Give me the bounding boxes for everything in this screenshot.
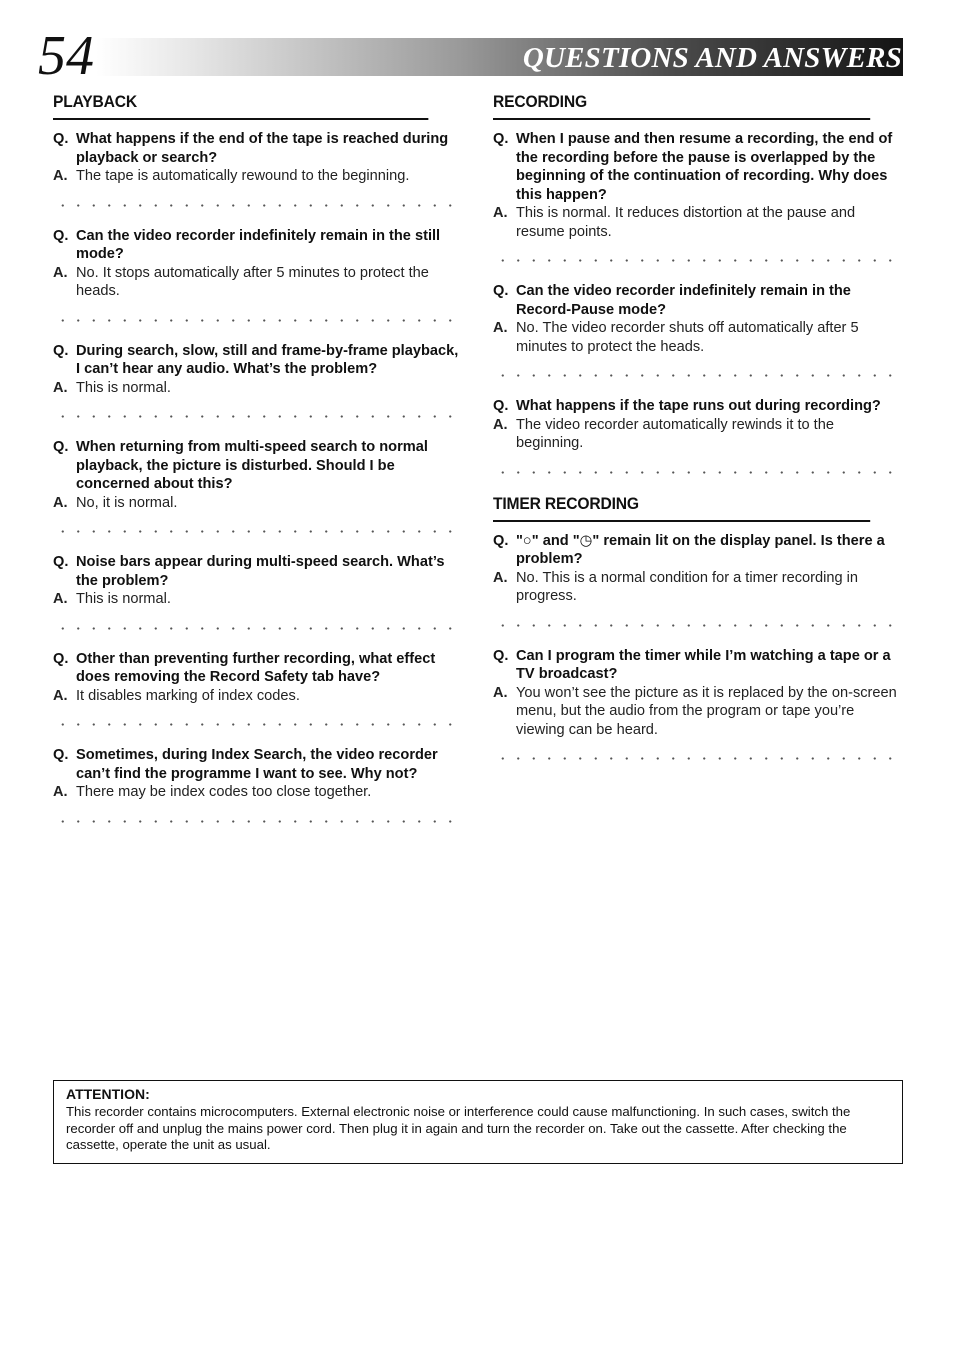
question-text: "○" and "◷" remain lit on the display panel. Is there a problem? [516,532,885,567]
answer [53,783,461,802]
answer [53,167,461,186]
attention-title: ATTENTION: [66,1086,150,1102]
answer-text: The tape is automatically rewound to the beginning. [76,168,410,184]
answer-text: No. It stops automatically after 5 minutes to protect the heads. [76,264,429,299]
dotted-separator [55,204,461,207]
q-prefix: Q. [493,532,509,549]
a-prefix: A. [53,379,68,396]
a-prefix: A. [53,494,68,511]
qa-item [53,227,461,301]
qa-item [493,397,903,453]
a-prefix: A. [493,416,508,433]
question-text: What happens if the tape runs out during recording? [516,398,881,414]
question-text: During search, slow, still and frame-by-frame playback, I can’t hear any audio. What’s the problem? [76,342,459,377]
question [493,647,903,684]
answer-text: No. The video recorder shuts off automatically after 5 minutes to protect the heads. [516,320,859,355]
question-text: What happens if the end of the tape is reached during playback or search? [76,131,449,166]
answer [53,494,461,513]
question [53,130,461,167]
answer-text: This is normal. It reduces distortion at the pause and resume points. [516,205,856,240]
question [493,282,903,319]
attention-text: This recorder contains microcomputers. External electronic noise or interference could cause malfunctioning. In such cases, switch the recorder off and unplug the mains power cord. Then plug it in again and turn the recorder on. Take out the cassette. After checking the cassette, operate the unit as usual. [66,1104,851,1153]
playback-heading: PLAYBACK [53,92,428,120]
question [493,397,903,416]
a-prefix: A. [493,205,508,221]
question-text: When I pause and then resume a recording, the end of the recording before the pause is overlapped by the beginning of the continuation of recording. Why does this happen? [516,131,893,203]
recording-heading: RECORDING [493,92,870,120]
attention-box [53,1080,903,1164]
question [493,532,903,569]
dotted-separator [495,259,903,262]
question-text: When returning from multi-speed search to normal playback, the picture is disturbed. Should I be concerned about this? [76,439,428,492]
question-text: Can I program the timer while I’m watching a tape or a TV broadcast? [516,647,891,682]
answer [493,319,903,356]
q-prefix: Q. [53,747,69,763]
question [53,553,461,590]
answer-text: You won’t see the picture as it is replaced by the on-screen menu, but the audio from the program or tape you’re viewing can be heard. [516,684,897,738]
question [53,438,461,494]
answer [53,264,461,301]
answer-text: This is normal. [76,591,171,607]
dotted-separator [495,374,903,377]
page-number: 54 [38,25,94,87]
answer [53,590,461,609]
a-prefix: A. [53,591,68,607]
q-prefix: Q. [53,131,69,147]
qa-item [53,553,461,609]
answer-text: This is normal. [76,379,171,396]
answer-text: No. This is a normal condition for a timer recording in progress. [516,569,859,604]
dotted-separator [55,627,461,630]
a-prefix: A. [53,784,68,800]
dotted-separator [495,471,903,474]
qa-item [53,746,461,802]
a-prefix: A. [53,687,68,704]
q-prefix: Q. [53,650,69,667]
q-prefix: Q. [53,227,69,244]
q-prefix: Q. [493,131,509,147]
dotted-separator [55,530,461,533]
question [53,746,461,783]
qa-item [493,647,903,740]
qa-item [53,130,461,186]
answer [493,204,903,241]
playback-column [53,92,461,843]
a-prefix: A. [53,168,68,184]
answer-text: The video recorder automatically rewinds it to the beginning. [516,416,834,451]
dotted-separator [55,820,461,823]
a-prefix: A. [493,320,508,336]
question [53,650,461,687]
question-text: Sometimes, during Index Search, the video recorder can’t find the programme I want to see. Why not? [76,747,438,782]
recording-column [493,92,903,780]
question [53,227,461,264]
answer-text: It disables marking of index codes. [76,687,300,704]
answer [53,379,461,398]
qa-item [493,130,903,241]
timer-recording-heading: TIMER RECORDING [493,494,870,522]
a-prefix: A. [493,569,508,586]
dotted-separator [55,723,461,726]
question [493,130,903,204]
question-text: Other than preventing further recording, what effect does removing the Record Safety tab have? [76,650,436,685]
qa-item [53,438,461,512]
question-text: Noise bars appear during multi-speed search. What’s the problem? [76,554,445,589]
qa-item [53,650,461,706]
q-prefix: Q. [493,647,509,664]
page-title: QUESTIONS AND ANSWERS [522,42,902,74]
answer-text: There may be index codes too close together. [76,784,372,800]
answer [493,416,903,453]
qa-item [53,342,461,398]
dotted-separator [495,757,903,760]
dotted-separator [495,624,903,627]
question-text: Can the video recorder indefinitely remain in the Record-Pause mode? [516,283,851,318]
qa-item [493,282,903,356]
dotted-separator [55,319,461,322]
q-prefix: Q. [53,554,69,570]
answer-text: No, it is normal. [76,494,178,511]
a-prefix: A. [53,264,68,281]
question [53,342,461,379]
answer [53,687,461,706]
dotted-separator [55,415,461,418]
q-prefix: Q. [53,342,69,359]
qa-item [493,532,903,606]
answer [493,569,903,606]
q-prefix: Q. [53,439,69,455]
q-prefix: Q. [493,283,509,299]
q-prefix: Q. [493,398,509,414]
answer [493,684,903,740]
question-text: Can the video recorder indefinitely remain in the still mode? [76,227,441,262]
a-prefix: A. [493,684,508,701]
